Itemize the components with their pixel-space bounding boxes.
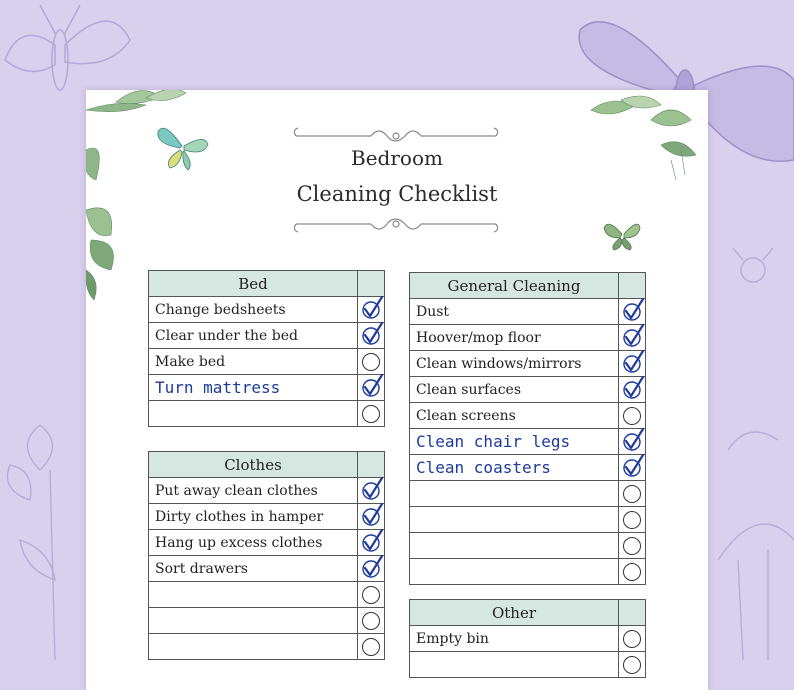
checklist-row [410,533,646,559]
checklist-checkbox[interactable] [358,375,385,401]
checklist-item-label: Clean windows/mirrors [410,351,619,377]
flourish-bottom-decoration [291,212,501,236]
checklist-row [410,325,646,351]
clothes-checklist-table [148,451,385,660]
empty-checkbox-icon [623,630,641,648]
checklist-item-label [410,507,619,533]
general-check-header [619,273,646,299]
checklist-checkbox[interactable] [619,377,646,403]
flourish-top-decoration [291,124,501,148]
checklist-item-label: Hoover/mop floor [410,325,619,351]
checkmark-icon [621,375,645,401]
checklist-item-label: Clean chair legs [410,429,619,455]
checklist-row [149,634,385,660]
checklist-checkbox[interactable] [358,401,385,427]
checklist-row [149,478,385,504]
checklist-row [410,507,646,533]
checklist-checkbox[interactable] [358,323,385,349]
checklist-checkbox[interactable] [358,634,385,660]
checklist-item-label [149,608,358,634]
general-cleaning-checklist-table [409,272,646,585]
checklist-item-label: Sort drawers [149,556,358,582]
checklist-row [410,626,646,652]
empty-checkbox-icon [362,586,380,604]
checklist-checkbox[interactable] [619,652,646,678]
checklist-row [410,559,646,585]
checklist-item-label: Clean screens [410,403,619,429]
checklist-item-label [149,582,358,608]
checklist-row [410,377,646,403]
checklist-checkbox[interactable] [619,455,646,481]
checklist-checkbox[interactable] [358,608,385,634]
checklist-item-label: Clean coasters [410,455,619,481]
bed-check-header [358,271,385,297]
checklist-row [149,349,385,375]
checklist-checkbox[interactable] [619,507,646,533]
checklist-checkbox[interactable] [619,481,646,507]
checklist-row [410,351,646,377]
empty-checkbox-icon [362,405,380,423]
checklist-checkbox[interactable] [358,297,385,323]
empty-checkbox-icon [362,353,380,371]
checklist-item-label: Turn mattress [149,375,358,401]
checklist-item-label: Clean surfaces [410,377,619,403]
clothes-check-header [358,452,385,478]
checklist-row [149,556,385,582]
checkmark-icon [360,476,384,502]
empty-checkbox-icon [623,511,641,529]
empty-checkbox-icon [623,407,641,425]
checklist-row [149,608,385,634]
checklist-item-label [410,652,619,678]
page-title-line1: Bedroom [351,146,443,170]
checklist-item-label: Clear under the bed [149,323,358,349]
checklist-checkbox[interactable] [619,403,646,429]
checkmark-icon [360,295,384,321]
checkmark-icon [621,297,645,323]
checklist-row [149,323,385,349]
checkmark-icon [621,349,645,375]
empty-checkbox-icon [623,485,641,503]
checkmark-icon [360,554,384,580]
checklist-row [410,455,646,481]
checklist-checkbox[interactable] [619,626,646,652]
other-section-title: Other [410,600,619,626]
general-section-title: General Cleaning [410,273,619,299]
checklist-checkbox[interactable] [358,478,385,504]
checklist-row [149,530,385,556]
checklist-row [410,481,646,507]
checkmark-icon [621,427,645,453]
butterfly-top-right-icon [602,216,642,252]
checklist-checkbox[interactable] [619,533,646,559]
other-check-header [619,600,646,626]
checklist-item-label [410,559,619,585]
checkmark-icon [621,323,645,349]
checklist-checkbox[interactable] [358,504,385,530]
checklist-item-label: Empty bin [410,626,619,652]
checklist-checkbox[interactable] [358,556,385,582]
checklist-item-label [149,401,358,427]
checklist-row [149,582,385,608]
flower-bottom-left-illustration [0,380,90,666]
checklist-row [410,403,646,429]
checklist-checkbox[interactable] [619,325,646,351]
checkmark-icon [360,502,384,528]
empty-checkbox-icon [623,563,641,581]
checklist-row [410,652,646,678]
checklist-checkbox[interactable] [358,582,385,608]
checklist-checkbox[interactable] [619,351,646,377]
bed-checklist-table [148,270,385,427]
checklist-row [149,504,385,530]
checklist-row [149,375,385,401]
checklist-item-label: Hang up excess clothes [149,530,358,556]
checklist-item-label [410,481,619,507]
page-title-line2: Cleaning Checklist [296,182,498,206]
checklist-page [86,90,708,690]
checklist-item-label: Put away clean clothes [149,478,358,504]
checklist-item-label: Dirty clothes in hamper [149,504,358,530]
empty-checkbox-icon [362,612,380,630]
checklist-checkbox[interactable] [619,559,646,585]
checklist-item-label: Dust [410,299,619,325]
checklist-row [149,401,385,427]
other-checklist-table [409,599,646,678]
checklist-item-label: Make bed [149,349,358,375]
checklist-checkbox[interactable] [619,299,646,325]
checkmark-icon [360,528,384,554]
mushroom-bottom-right-illustration [708,230,794,666]
empty-checkbox-icon [362,638,380,656]
checklist-checkbox[interactable] [358,530,385,556]
checklist-checkbox[interactable] [358,349,385,375]
clothes-section-title: Clothes [149,452,358,478]
checkmark-icon [621,453,645,479]
checklist-item-label: Change bedsheets [149,297,358,323]
empty-checkbox-icon [623,537,641,555]
checklist-row [410,299,646,325]
checkmark-icon [360,321,384,347]
checklist-row [149,297,385,323]
empty-checkbox-icon [623,656,641,674]
checklist-row [410,429,646,455]
checkmark-icon [360,373,384,399]
bed-section-title: Bed [149,271,358,297]
checklist-checkbox[interactable] [619,429,646,455]
checklist-item-label [149,634,358,660]
checklist-item-label [410,533,619,559]
